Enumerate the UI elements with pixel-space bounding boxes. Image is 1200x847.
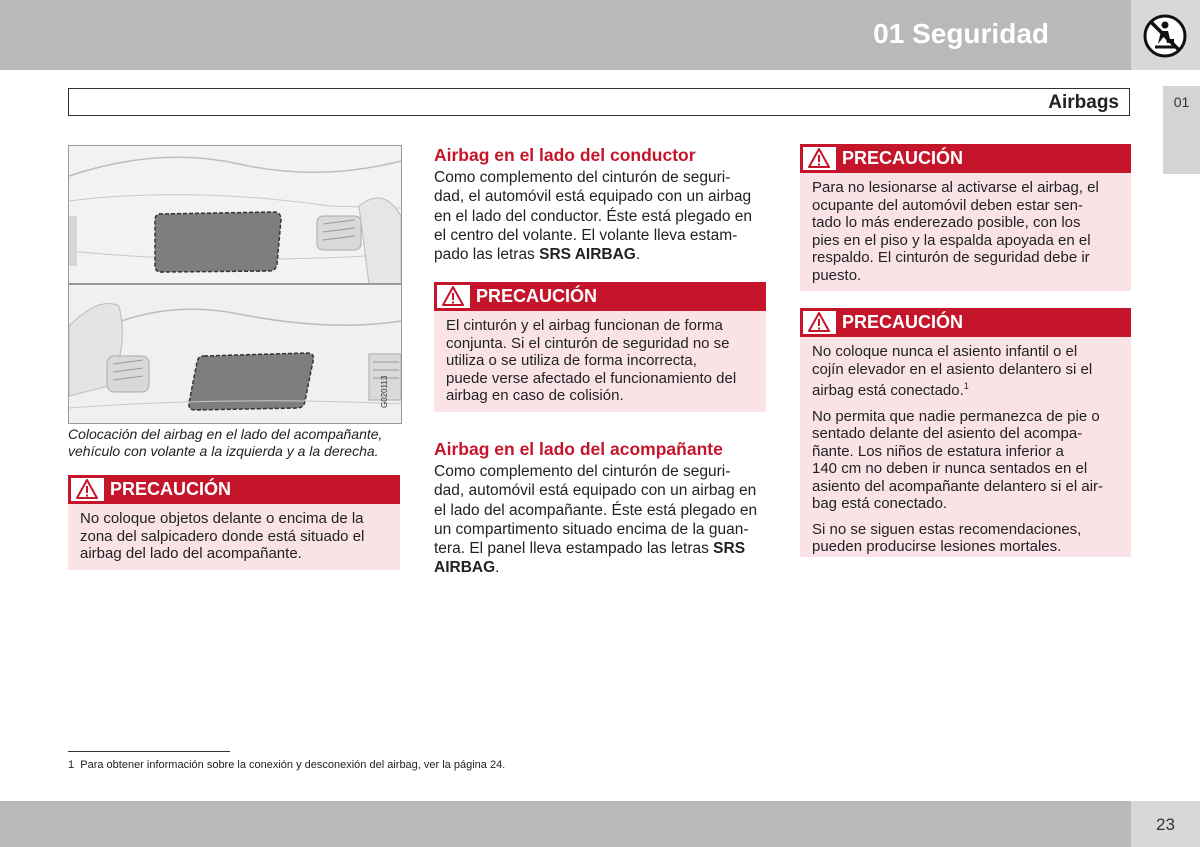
warning-line: asiento del acompañante delantero si el air- <box>812 477 1104 495</box>
chapter-title: 01 Seguridad <box>873 18 1049 49</box>
caption-line: Colocación del airbag en el lado del acompañante, <box>68 426 383 442</box>
airbag-location-figure <box>68 145 402 424</box>
warning-line: airbag en caso de colisión. <box>446 387 624 404</box>
warning-header <box>434 282 766 311</box>
chapter-side-tab <box>1163 86 1200 174</box>
passenger-airbag-text <box>434 462 769 578</box>
warning-line <box>812 378 1119 400</box>
text-line: en el lado del conductor. Éste está plegado en <box>434 207 752 225</box>
warning-box-left <box>68 475 400 570</box>
warning-line: pueden producirse lesiones mortales. <box>812 538 1062 555</box>
warning-line: sentado delante del asiento del acompa- <box>812 425 1083 442</box>
footer-bar <box>0 801 1131 847</box>
warning-line: tado lo más enderezado posible, con los <box>812 214 1081 231</box>
warning-line: ocupante del automóvil deben estar sen- <box>812 196 1084 214</box>
warning-text <box>434 311 766 413</box>
page-number-box <box>1131 801 1200 847</box>
warning-text <box>800 173 1131 292</box>
page-number: 23 <box>1156 815 1175 834</box>
warning-line: No permita que nadie permanezca de pie o <box>812 407 1100 425</box>
footnote <box>68 759 505 771</box>
bold-text: AIRBAG <box>434 559 496 577</box>
warning-line: Si no se siguen estas recomendaciones, <box>812 520 1082 538</box>
warning-title: PRECAUCIÓN <box>842 148 964 168</box>
text-span: tera. El panel lleva estampado las letras <box>434 540 714 558</box>
text-line <box>434 558 769 577</box>
text-line: Como complemento del cinturón de seguri- <box>434 463 731 480</box>
warning-line: Para no lesionarse al activarse el airbag, el <box>812 179 1099 196</box>
text-line <box>434 245 769 264</box>
warning-text <box>68 504 400 571</box>
bold-text: SRS <box>713 540 746 558</box>
header-bar <box>0 0 1131 70</box>
warning-line: El cinturón y el airbag funcionan de forma <box>446 317 723 334</box>
text-line: dad, automóvil está equipado con un airbag en <box>434 482 757 500</box>
warning-line: airbag del lado del acompañante. <box>80 545 302 562</box>
warning-box-right-bottom <box>800 308 1131 557</box>
warning-line: zona del salpicadero donde está situado el <box>80 527 365 545</box>
warning-line: puede verse afectado el funcionamiento del <box>446 369 737 387</box>
side-tab-label: 01 <box>1173 94 1190 110</box>
text-line: Como complemento del cinturón de seguri- <box>434 169 731 186</box>
text-line: el centro del volante. El volante lleva estam- <box>434 226 738 244</box>
warning-line: cojín elevador en el asiento delantero si el <box>812 360 1093 378</box>
footnote-text: Para obtener información sobre la conexión y desconexión del airbag, ver la página 24. <box>80 759 506 771</box>
warning-triangle-icon <box>442 286 464 306</box>
dashboard-illustration <box>69 146 401 423</box>
text-span: airbag está conectado. <box>812 382 964 399</box>
text-line: un compartimento situado encima de la guan- <box>434 520 749 538</box>
warning-paragraph <box>812 408 1119 513</box>
header-icon-box <box>1131 0 1200 70</box>
driver-airbag-heading: Airbag en el lado del conductor <box>434 145 696 165</box>
figure-caption <box>68 426 404 460</box>
warning-line: bag está conectado. <box>812 495 948 512</box>
text-line <box>434 539 769 558</box>
passenger-airbag-heading: Airbag en el lado del acompañante <box>434 439 723 459</box>
warning-title: PRECAUCIÓN <box>476 286 598 306</box>
text-line: el lado del acompañante. Éste está plegado en <box>434 501 758 519</box>
text-span: . <box>635 246 641 264</box>
warning-header <box>800 144 1131 173</box>
caption-line: vehículo con volante a la izquierda y a la derecha. <box>68 443 379 459</box>
section-title: Airbags <box>1048 92 1119 113</box>
warning-line: No coloque nunca el asiento infantil o el <box>812 343 1078 360</box>
text-line: dad, el automóvil está equipado con un airbag <box>434 188 752 206</box>
text-span: pado las letras <box>434 246 540 264</box>
figure-code: G020113 <box>380 375 389 408</box>
warning-title: PRECAUCIÓN <box>110 479 232 499</box>
warning-triangle-icon <box>808 312 830 332</box>
warning-line: 140 cm no deben ir nunca sentados en el <box>812 460 1088 477</box>
warning-paragraph <box>812 521 1119 556</box>
warning-line: conjunta. Si el cinturón de seguridad no se <box>446 334 730 352</box>
warning-header <box>68 475 400 504</box>
warning-title: PRECAUCIÓN <box>842 312 964 332</box>
warning-triangle-icon <box>808 148 830 168</box>
warning-line: utiliza o se utiliza de forma incorrecta, <box>446 352 697 369</box>
section-title-box <box>68 88 1130 116</box>
warning-line: puesto. <box>812 266 862 284</box>
footnote-ref: 1 <box>963 381 969 391</box>
warning-line: No coloque objetos delante o encima de la <box>80 510 364 527</box>
warning-paragraph <box>812 343 1119 400</box>
warning-box-middle <box>434 282 766 412</box>
warning-triangle-icon <box>76 479 98 499</box>
warning-box-right-top <box>800 144 1131 291</box>
airbag-warning-icon <box>1143 14 1187 58</box>
footnote-divider <box>68 751 230 752</box>
warning-header <box>800 308 1131 337</box>
warning-line: ñante. Los niños de estatura inferior a <box>812 442 1064 460</box>
text-span: . <box>495 559 500 577</box>
footnote-number: 1 <box>68 759 75 771</box>
warning-text <box>800 337 1131 564</box>
warning-line: pies en el piso y la espalda apoyada en el <box>812 231 1091 249</box>
bold-text: SRS AIRBAG <box>539 246 636 264</box>
warning-line: respaldo. El cinturón de seguridad debe ir <box>812 249 1090 266</box>
driver-airbag-text <box>434 168 769 264</box>
